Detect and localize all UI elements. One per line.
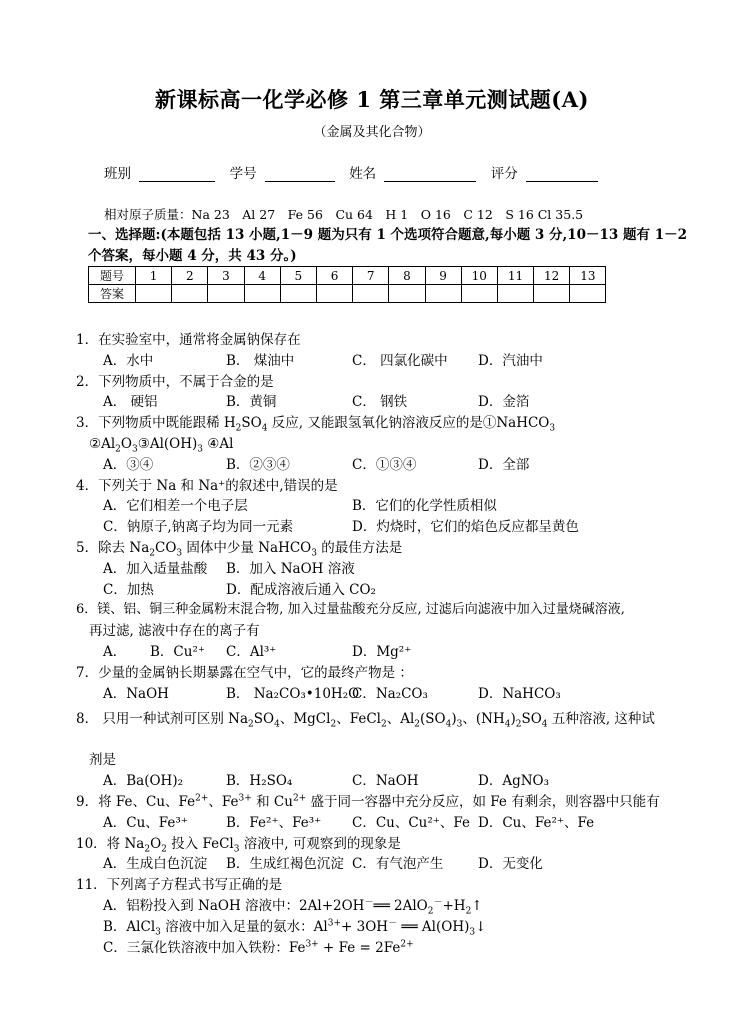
question-5-options-cd: [76, 580, 716, 601]
option-c[interactable]: C． 四氯化碳中: [352, 352, 448, 369]
option-c[interactable]: C．三氯化铁溶液中加入铁粉：$Fe^{3+} + Fe = 2Fe^{2+}$: [103, 939, 414, 956]
answer-table-answer-row: [89, 285, 606, 303]
option-a[interactable]: A．NaOH: [103, 685, 169, 702]
question-7-options: [76, 684, 716, 705]
option-a[interactable]: A．铝粉投入到 NaOH 溶液中：2Al+2OH－══ $2AlO_2^-+H_2↑$: [103, 897, 483, 917]
option-a[interactable]: A．③④: [103, 456, 154, 473]
section-heading: 一、选择题:(本题包括 13 小题,1－9 题为只有 1 个选项符合题意,每小题 3 分,10－13 题有 1－2 个答案，每小题 4 分，共 43 分。): [88, 227, 687, 264]
number-row-label: 题号: [89, 267, 136, 285]
question-2-stem: 2．下列物质中，不属于合金的是: [76, 373, 274, 390]
option-d[interactable]: D．Cu、Fe²⁺、Fe: [478, 814, 595, 831]
atomic-masses: 相对原子质量：Na 23 Al 27 Fe 56 Cu 64 H 1 O 16 C 12 S 16 Cl 35.5: [104, 207, 584, 222]
question-8-stem-cont: 剂是: [89, 752, 116, 769]
option-c[interactable]: C．Na₂CO₃: [352, 685, 428, 702]
question-6-stem: 6．镁、铝、铜三种金属粉末混合物, 加入过量盐酸充分反应, 过滤后向滤液中加入过量烧碱溶液,: [76, 602, 625, 618]
question-number-cell: 7: [353, 267, 389, 285]
class-label: 班别: [104, 166, 131, 182]
answer-cell[interactable]: [208, 285, 244, 303]
option-d[interactable]: D．NaHCO₃: [478, 685, 561, 702]
question-number-cell: 4: [244, 267, 280, 285]
question-6-options: [76, 642, 716, 663]
answer-row-label: 答案: [89, 285, 136, 303]
question-number-cell: 3: [208, 267, 244, 285]
name-field[interactable]: [384, 168, 476, 182]
option-b[interactable]: B．黄铜: [226, 394, 277, 411]
answer-cell[interactable]: [461, 285, 497, 303]
class-field[interactable]: [139, 168, 215, 182]
answer-cell[interactable]: [497, 285, 533, 303]
option-c[interactable]: C． 钢铁: [352, 394, 408, 411]
question-8-options: [76, 771, 716, 792]
question-1-stem: 1．在实验室中，通常将金属钠保存在: [76, 332, 301, 348]
option-a[interactable]: A．: [103, 643, 127, 660]
option-c[interactable]: C．加热: [103, 581, 154, 598]
option-c[interactable]: C．钠原子,钠离子均为同一元素: [103, 519, 294, 536]
answer-cell[interactable]: [534, 285, 570, 303]
question-10-stem: 10．将 $Na_2O_2$ 投入 FeCl$_3$ 溶液中, 可观察到的现象是: [76, 835, 401, 855]
answer-cell[interactable]: [570, 285, 606, 303]
option-d[interactable]: D．AgNO₃: [478, 773, 550, 790]
question-number-cell: 9: [425, 267, 461, 285]
student-info-row: [104, 162, 602, 182]
option-b[interactable]: B． Na₂CO₃•10H₂O: [226, 685, 360, 702]
option-d[interactable]: D．Mg²⁺: [352, 643, 412, 660]
question-number-cell: 11: [497, 267, 533, 285]
question-number-cell: 1: [136, 267, 172, 285]
question-4-stem: 4．下列关于 Na 和 Na⁺的叙述中,错误的是: [76, 477, 338, 494]
option-b[interactable]: B．生成红褐色沉淀: [226, 856, 344, 873]
option-b[interactable]: B． 煤油中: [226, 352, 295, 369]
answer-table-number-row: [89, 267, 606, 285]
id-field[interactable]: [265, 168, 335, 182]
answer-cell[interactable]: [389, 285, 425, 303]
questions-list: [76, 330, 716, 958]
option-a[interactable]: A．加入适量盐酸: [103, 560, 208, 577]
option-b[interactable]: B．②③④: [226, 456, 290, 473]
question-10-options: [76, 854, 716, 875]
question-4-options-cd: [76, 517, 716, 538]
answer-cell[interactable]: [425, 285, 461, 303]
answer-cell[interactable]: [353, 285, 389, 303]
question-11-stem: 11．下列离子方程式书写正确的是: [76, 877, 283, 894]
option-b[interactable]: B．Cu²⁺: [150, 643, 205, 660]
question-number-cell: 8: [389, 267, 425, 285]
option-a[interactable]: A．水中: [103, 352, 154, 369]
option-d[interactable]: D．无变化: [478, 856, 543, 873]
option-c[interactable]: C．NaOH: [352, 773, 419, 790]
option-b[interactable]: B．AlCl$_3$ 溶液中加入足量的氨水：$Al^{3+}+ 3OH^-$ ══ $Al(OH)_3↓$: [103, 918, 487, 938]
question-number-cell: 12: [534, 267, 570, 285]
question-number-cell: 13: [570, 267, 606, 285]
option-a[interactable]: A．Ba(OH)₂: [103, 773, 184, 790]
option-c[interactable]: C．Al³⁺: [226, 643, 277, 660]
answer-cell[interactable]: [172, 285, 208, 303]
score-field[interactable]: [526, 168, 598, 182]
answer-table: [88, 266, 606, 303]
option-d[interactable]: D．灼烧时，它们的焰色反应都呈黄色: [352, 519, 579, 536]
option-d[interactable]: D．全部: [478, 456, 530, 473]
option-d[interactable]: D．金箔: [478, 394, 530, 411]
question-8-stem: 8． 只用一种试剂可区别 $Na_2SO_4$、MgCl$_2$、FeCl$_2$、$Al_2(SO_4)_3$、$(NH_4)_2SO_4$ 五种溶液, 这种试: [76, 711, 655, 731]
question-number-cell: 10: [461, 267, 497, 285]
page-title: 新课标高一化学必修 1 第三章单元测试题(A): [155, 87, 589, 112]
score-label: 评分: [490, 166, 518, 182]
question-9-options: [76, 813, 716, 834]
option-b[interactable]: B．加入 NaOH 溶液: [226, 560, 355, 577]
option-d[interactable]: D．配成溶液后通入 CO₂: [226, 581, 376, 598]
question-9-stem: 9．将 Fe、Cu、$Fe^{2+}$、$Fe^{3+}$ 和 $Cu^{2+}$ 盛于同一容器中充分反应，如 Fe 有剩余，则容器中只能有: [76, 793, 660, 810]
question-3-stem-cont: $②Al_2O_3③Al(OH)_3$ ④Al: [89, 435, 234, 455]
option-b[interactable]: B．Fe²⁺、Fe³⁺: [226, 814, 322, 831]
question-3-stem: 3．下列物质中既能跟稀 $H_2SO_4$ 反应, 又能跟氢氧化钠溶液反应的是①NaHCO$_3$: [76, 415, 556, 434]
option-b[interactable]: B．它们的化学性质相似: [352, 498, 497, 515]
question-1-options: [76, 351, 716, 372]
answer-cell[interactable]: [136, 285, 172, 303]
id-label: 学号: [229, 166, 257, 182]
option-c[interactable]: C．有气泡产生: [352, 856, 444, 873]
option-d[interactable]: D．汽油中: [478, 352, 543, 369]
question-4-options-ab: [76, 496, 716, 517]
question-number-cell: 2: [172, 267, 208, 285]
question-5-stem: 5．除去 $Na_2CO_3$ 固体中少量 NaHCO$_3$ 的最佳方法是: [76, 539, 403, 559]
question-6-stem-cont: 再过滤, 滤液中存在的离子有: [89, 623, 260, 640]
option-a[interactable]: A．Cu、Fe³⁺: [103, 814, 188, 831]
question-3-options: [76, 455, 716, 476]
option-c[interactable]: C．①③④: [352, 456, 417, 473]
option-a[interactable]: A．它们相差一个电子层: [103, 498, 248, 515]
option-c[interactable]: C．Cu、Cu²⁺、Fe: [352, 814, 471, 831]
question-2-options: [76, 392, 716, 413]
answer-cell[interactable]: [280, 285, 316, 303]
answer-cell[interactable]: [244, 285, 280, 303]
option-a[interactable]: A．生成白色沉淀: [103, 856, 208, 873]
name-label: 姓名: [349, 166, 377, 182]
option-a[interactable]: A． 硬铝: [103, 394, 158, 411]
question-number-cell: 6: [316, 267, 352, 285]
question-5-options-ab: [76, 559, 716, 580]
page-subtitle: （金属及其化合物）: [313, 125, 431, 140]
answer-cell[interactable]: [316, 285, 352, 303]
question-number-cell: 5: [280, 267, 316, 285]
question-7-stem: 7．少量的金属钠长期暴露在空气中，它的最终产物是 ：: [76, 664, 413, 681]
option-b[interactable]: B．H₂SO₄: [226, 773, 293, 790]
